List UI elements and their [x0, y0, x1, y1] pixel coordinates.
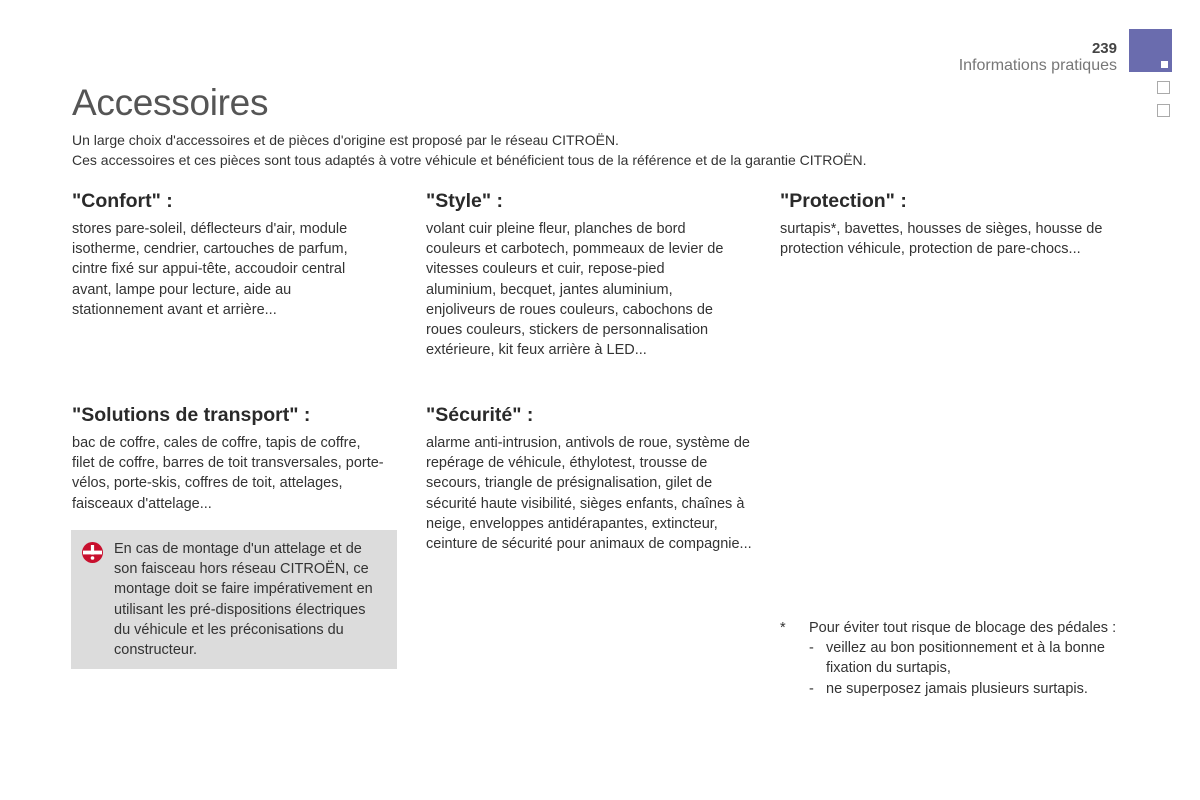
warning-text: En cas de montage d'un attelage et de son faisceau hors réseau CITROËN, ce montage doit se faire impérativement en utilisant les pré-dispositions électriques du véhicule et les préconisations du constructeur.: [114, 541, 373, 659]
tab-dot: [1161, 61, 1168, 68]
footnote-item-text: veillez au bon positionnement et à la bonne fixation du surtapis,: [826, 640, 1105, 677]
footnote-dash: -: [809, 640, 814, 657]
section-confort: [72, 190, 397, 320]
footnote-mark: *: [780, 620, 786, 636]
chapter-tab-box: [1157, 104, 1170, 117]
section-transport: [72, 404, 397, 514]
section-text: stores pare-soleil, déflecteurs d'air, module isotherme, cendrier, cartouches de parfum, cintre fixé sur appui-tête, accoudoir central avant, lampe pour lecture, aide au stationnement avant et arrière...: [72, 221, 348, 318]
footnote-item: [780, 679, 1120, 699]
section-text: alarme anti-intrusion, antivols de roue, système de repérage de véhicule, éthylotest, trousse de secours, triangle de présignalisation, gilet de sécurité haute visibilité, sièges enfants, chaînes à neige, enveloppes antidérapantes, extincteur, ceinture de sécurité pour animaux de compagnie...: [426, 435, 752, 553]
section-text: surtapis*, bavettes, housses de sièges, housse de protection véhicule, protection de pare-chocs...: [780, 221, 1103, 258]
footnote-item-text: ne superposez jamais plusieurs surtapis.: [826, 680, 1088, 697]
section-heading: "Protection" :: [780, 190, 907, 212]
section-text: bac de coffre, cales de coffre, tapis de coffre, filet de coffre, barres de toit transversales, porte-vélos, porte-skis, coffres de toit, attelages, faisceaux d'attelage...: [72, 435, 384, 512]
section-heading: "Confort" :: [72, 190, 173, 212]
footnote: [780, 618, 1120, 699]
section-protection: [780, 190, 1105, 259]
warning-exclamation-icon: [82, 542, 103, 563]
page-title: Accessoires: [72, 82, 269, 123]
intro-line: Un large choix d'accessoires et de pièces d'origine est proposé par le réseau CITROËN.: [72, 132, 619, 148]
section-heading: "Solutions de transport" :: [72, 404, 311, 426]
footnote-text: Pour éviter tout risque de blocage des pédales :: [809, 620, 1117, 636]
chapter-tab-box: [1157, 81, 1170, 94]
section-text: volant cuir pleine fleur, planches de bord couleurs et carbotech, pommeaux de levier de vitesses couleurs et cuir, repose-pied aluminium, becquet, jantes aluminium, enjoliveurs de roues couleurs, cabochons de roues couleurs, stickers de personnalisation extérieure, kit feux arrière à LED...: [426, 221, 724, 359]
footnote-item: [780, 638, 1120, 678]
section-heading: "Sécurité" :: [426, 404, 534, 426]
section-name: Informations pratiques: [958, 57, 1117, 74]
section-heading: "Style" :: [426, 190, 504, 212]
warning-box: [71, 530, 397, 669]
footnote-dash: -: [809, 680, 814, 697]
section-style: [426, 190, 751, 360]
intro: [72, 130, 1072, 170]
chapter-tab-active: [1129, 29, 1172, 72]
footnote-line: [780, 618, 1120, 638]
page-number: 239: [1091, 40, 1117, 57]
intro-line: Ces accessoires et ces pièces sont tous adaptés à votre véhicule et bénéficient tous de la référence et de la garantie CITROËN.: [72, 152, 867, 168]
section-securite: [426, 404, 751, 554]
